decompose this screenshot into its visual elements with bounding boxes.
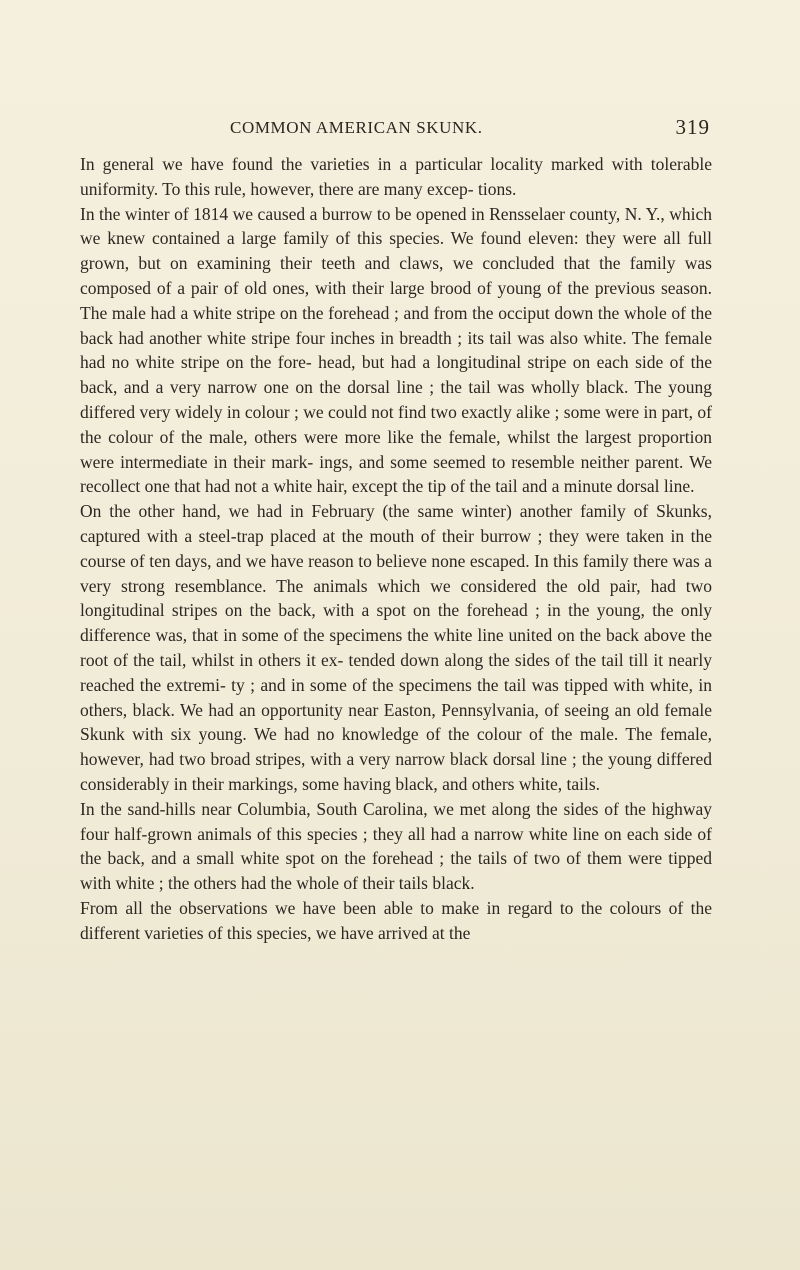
paragraph: On the other hand, we had in February (the same winter) another family of Skunks, captured with a steel-trap placed at the mouth of their burrow ; they were taken in the course of ten days, and we have reason to believe none escaped. In this family there was a very strong resemblance. The animals which we considered the old pair, had two longitudinal stripes on the back, with a spot on the forehead ; in the young, the only difference was, that in some of the specimens the white line united on the back above the root of the tail, whilst in others it ex- tended down along the sides of the tail till it nearly reached the extremi- ty ; and in some of the specimens the tail was tipped with white, in others, black. We had an opportunity near Easton, Pennsylvania, of seeing an old female Skunk with six young. We had no knowledge of the colour of the male. The female, however, had two broad stripes, with a very narrow black dorsal line ; the young differed considerably in their markings, some having black, and others white, tails. [80,501,712,794]
paragraph: From all the observations we have been able to make in regard to the colours of the different varieties of this species, we have arrived at the [80,897,712,943]
paragraph: In the winter of 1814 we caused a burrow to be opened in Rensselaer county, N. Y., which we knew contained a large family of this species. We found eleven: they were all full grown, but on examining their teeth and claws, we concluded that the family was composed of a pair of old ones, with their large brood of young of the previous season. The male had a white stripe on the forehead ; and from the occiput down the whole of the back had another white stripe four inches in breadth ; its tail was also white. The female had no white stripe on the fore- head, but had a longitudinal stripe on each side of the back, and a very narrow one on the dorsal line ; the tail was wholly black. The young differed very widely in colour ; we could not find two exactly alike ; some were in part, of the colour of the male, others were more like the female, whilst the largest proportion were intermediate in their mark- ings, and some seemed to resemble neither parent. We recollect one that had not a white hair, except the tip of the tail and a minute dorsal line. [80,203,712,497]
page-header [230,115,710,142]
paragraph: In general we have found the varieties in a particular locality marked with tolerable uniformity. To this rule, however, there are many excep- tions. [80,154,712,199]
running-title: COMMON AMERICAN SKUNK. [230,118,483,137]
paragraph: In the sand-hills near Columbia, South Carolina, we met along the sides of the highway four half-grown animals of this species ; they all had a narrow white line on each side of the back, and a small white spot on the forehead ; the tails of two of them were tipped with white ; the others had the whole of their tails black. [80,798,712,894]
page-number: 319 [675,115,710,139]
body-text [80,152,712,946]
